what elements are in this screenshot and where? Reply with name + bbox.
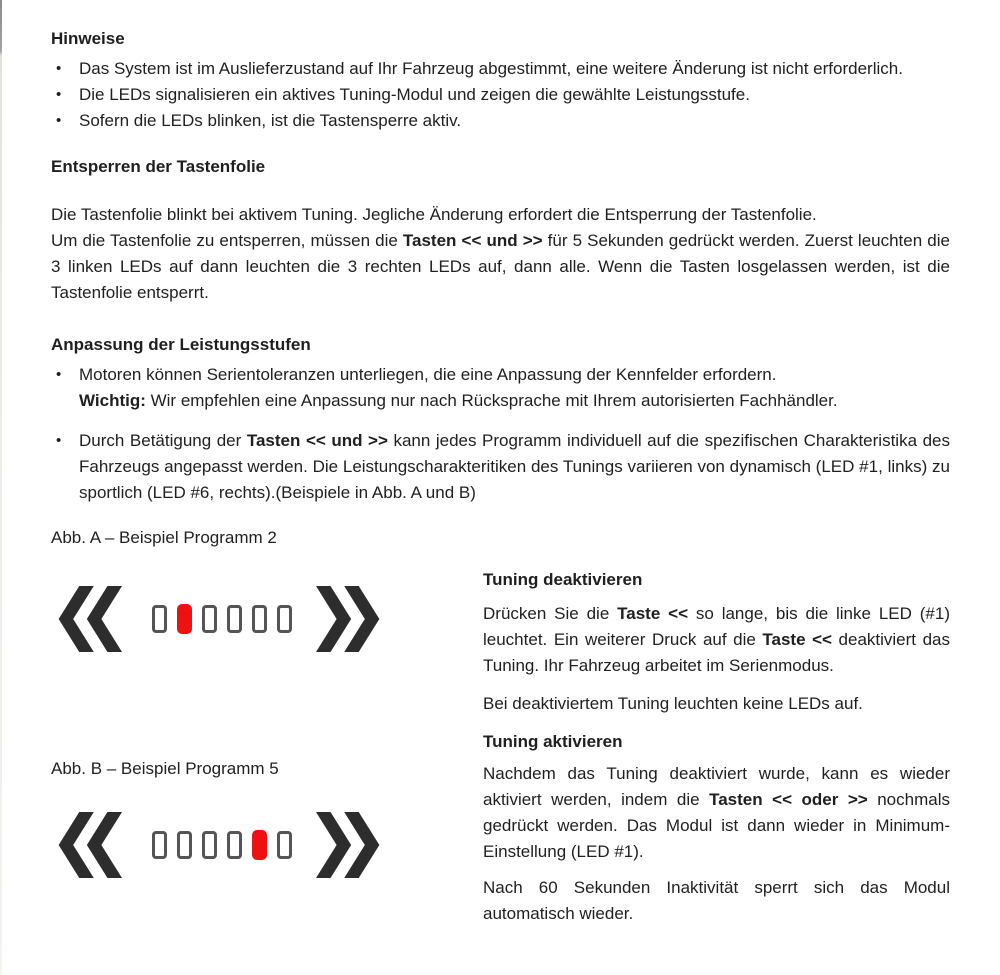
led-2-on: [177, 604, 192, 634]
led-strip: [152, 604, 292, 634]
double-chevron-left-icon: [58, 586, 122, 652]
led-strip: [152, 830, 292, 860]
hinweise-bullet-1: [51, 56, 950, 82]
hinweise-list: [51, 56, 950, 134]
text-run: Drücken Sie die: [483, 604, 618, 623]
section-title-anpassung: Anpassung der Leistungsstufen: [51, 335, 311, 354]
scan-edge-line: [0, 0, 2, 975]
anpassung-bullet-1: [51, 362, 950, 414]
hinweise-bullet-2: [51, 82, 950, 108]
text-run: Durch Betätigung der: [79, 431, 247, 450]
text-run: deaktiviert das Tuning. Ihr Fahrzeug arbeitet im Serienmodus.: [483, 630, 950, 675]
double-chevron-left-icon: [58, 812, 122, 878]
entsperren-paragraphs: [51, 202, 950, 306]
bold-tasten-keys: Tasten << oder >>: [709, 790, 868, 809]
bullet-text: Das System ist im Auslieferzustand auf Ihr Fahrzeug abgestimmt, eine weitere Änderung ist nicht erforderlich.: [79, 59, 903, 78]
led-1-off: [152, 605, 167, 633]
text-run: nochmals gedrückt werden. Das Modul ist dann wieder in Minimum-Einstellung (LED #1).: [483, 790, 950, 861]
text-run: Wir empfehlen eine Anpassung nur nach Rücksprache mit Ihrem autorisierten Fachhändler.: [145, 391, 838, 410]
led-5-on: [252, 830, 267, 860]
led-6-off: [277, 605, 292, 633]
deaktivieren-p1: [483, 601, 950, 679]
hinweise-bullet-3: [51, 108, 950, 134]
bullet-text: Sofern die LEDs blinken, ist die Tastensperre aktiv.: [79, 111, 462, 130]
aktivieren-p1: [483, 761, 950, 865]
section-title-entsperren: Entsperren der Tastenfolie: [51, 157, 266, 176]
figures-area: [51, 506, 950, 946]
figure-a-label: Abb. A – Beispiel Programm 2: [51, 528, 277, 547]
anpassung-list: [51, 362, 950, 506]
bold-taste-key: Taste <<: [762, 630, 832, 649]
led-3-off: [202, 605, 217, 633]
text-run: Nachdem das Tuning deaktiviert wurde, kann es wieder aktiviert werden, indem die: [483, 764, 950, 809]
bold-tasten-keys: Tasten << und >>: [402, 231, 543, 250]
text-run: kann jedes Programm individuell auf die spezifischen Charakteristika des Fahrzeugs angepasst werden. Die Leistungscharakteritiken des Tunings variieren von dynamisch (LED #1, links) zu sportlich (LED #6, rechts).(Beispiele in Abb. A und B): [79, 431, 950, 502]
section-title-aktivieren: Tuning aktivieren: [483, 732, 623, 751]
text-run: so lange, bis die linke LED (#1) leuchtet. Ein weiterer Druck auf die: [483, 604, 950, 649]
entsperren-p1: Die Tastenfolie blinkt bei aktivem Tuning. Jegliche Änderung erfordert die Entsperrung der Tastenfolie.: [51, 205, 817, 224]
double-chevron-right-icon: [316, 586, 380, 652]
led-6-off: [277, 831, 292, 859]
bold-wichtig: Wichtig:: [79, 391, 146, 410]
section-title-hinweise: Hinweise: [51, 29, 125, 48]
text-run: Motoren können Serientoleranzen unterliegen, die eine Anpassung der Kennfelder erfordern.: [79, 365, 777, 384]
led-3-off: [202, 831, 217, 859]
bold-tasten-keys: Tasten << und >>: [246, 431, 388, 450]
bullet-text: Die LEDs signalisieren ein aktives Tuning-Modul und zeigen die gewählte Leistungsstufe.: [79, 85, 750, 104]
bold-taste-key: Taste <<: [617, 604, 689, 623]
tuning-column: [483, 567, 950, 927]
anpassung-bullet-2: [51, 428, 950, 506]
led-5-off: [252, 605, 267, 633]
led-4-off: [227, 831, 242, 859]
led-1-off: [152, 831, 167, 859]
text-run: für 5 Sekunden gedrückt werden. Zuerst leuchten die 3 linken LEDs auf dann leuchten die 3 rechten LEDs auf, dann alle. Wenn die Tasten losgelassen werden, ist die Tastenfolie entsperrt.: [51, 231, 950, 302]
figure-b-label: Abb. B – Beispiel Programm 5: [51, 759, 279, 778]
text-run: Um die Tastenfolie zu entsperren, müssen die: [51, 231, 403, 250]
led-4-off: [227, 605, 242, 633]
figure-a-graphic: [58, 586, 380, 652]
double-chevron-right-icon: [316, 812, 380, 878]
figure-b-graphic: [58, 812, 380, 878]
aktivieren-p2: Nach 60 Sekunden Inaktivität sperrt sich das Modul automatisch wieder.: [483, 878, 950, 923]
entsperren-p2: [51, 228, 950, 306]
deaktivieren-p2: Bei deaktiviertem Tuning leuchten keine LEDs auf.: [483, 694, 863, 713]
section-title-deaktivieren: Tuning deaktivieren: [483, 570, 643, 589]
led-2-off: [177, 831, 192, 859]
